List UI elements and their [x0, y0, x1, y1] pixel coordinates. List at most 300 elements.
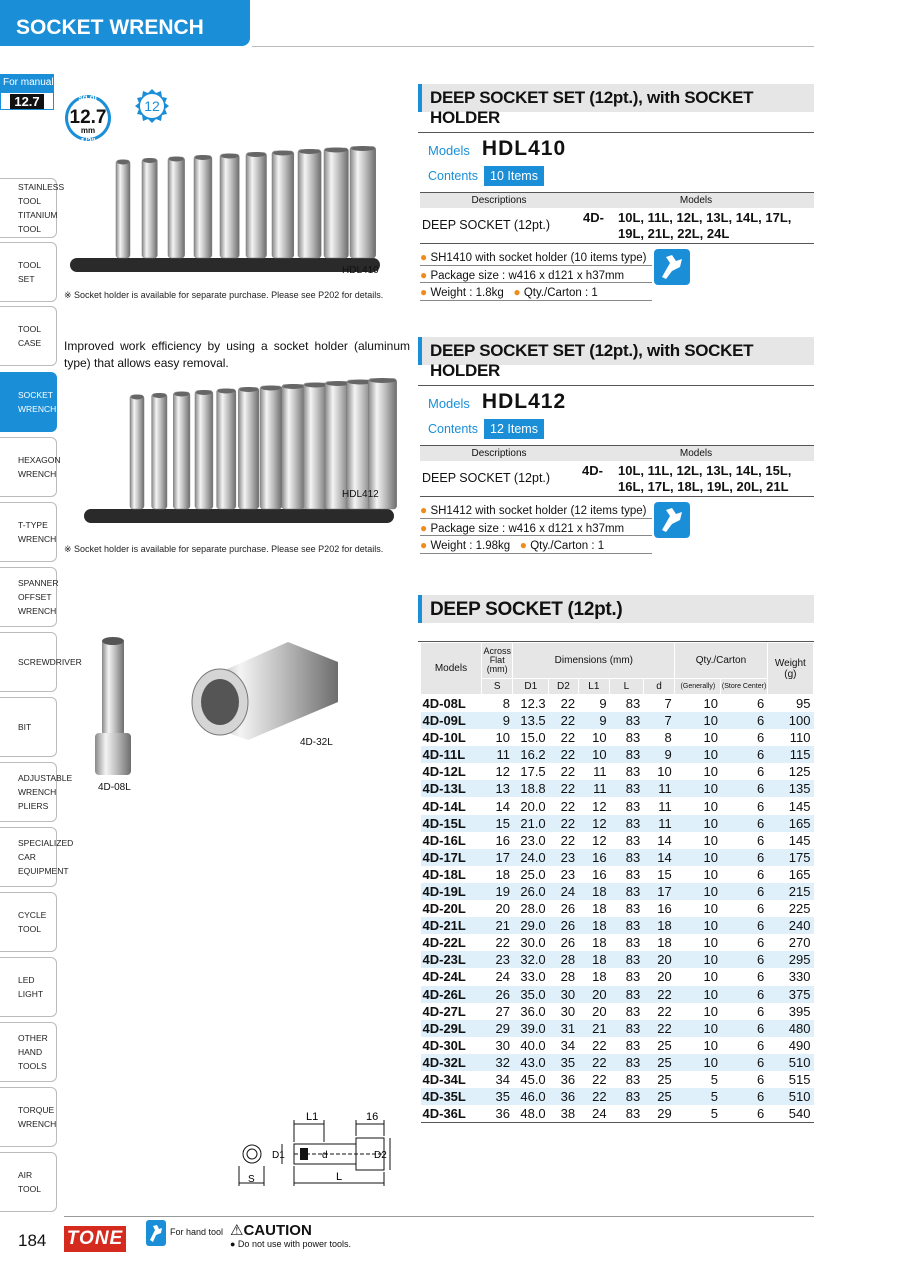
value-cell: 28 [560, 969, 576, 985]
socket-opening [283, 384, 304, 389]
sidebar-item-label: CYCLE TOOL [18, 910, 47, 934]
set1-models-row [428, 137, 566, 161]
model-cell: 4D-22L [422, 935, 466, 951]
value-cell: 43.0 [513, 1054, 549, 1071]
value-cell: 19 [481, 883, 513, 900]
value-cell: 10 [675, 883, 721, 900]
value-cell: 6 [756, 696, 765, 711]
table-row [421, 934, 814, 951]
value-cell: 83 [610, 1105, 644, 1123]
value-cell: 6 [721, 1088, 767, 1105]
socket-opening [273, 151, 293, 156]
table-row [421, 1054, 814, 1071]
value-cell: 10 [703, 832, 718, 848]
socket-opening [369, 378, 395, 383]
value-cell: 6 [721, 917, 767, 934]
value-cell: 33.0 [520, 969, 546, 985]
set2-sizes-line2: 16L, 17L, 18L, 19L, 20L, 21L [618, 479, 789, 494]
value-cell: 165 [788, 866, 811, 882]
value-cell: 10 [675, 746, 721, 763]
table-row [421, 815, 814, 832]
value-cell: 12 [592, 798, 607, 814]
socket-4d-08l-label: 4D-08L [98, 782, 131, 793]
dim-s: S [248, 1174, 255, 1185]
socket-opening [196, 390, 212, 395]
hdl410-holder-note: ※ Socket holder is available for separate purchase. Please see P202 for details. [64, 290, 384, 300]
set2-prefix: 4D- [582, 463, 603, 478]
value-cell: 38 [549, 1105, 578, 1123]
deep-socket [116, 160, 130, 258]
col-weight: Weight (g) [767, 643, 813, 695]
value-cell: 83 [625, 935, 641, 951]
value-cell: 24 [549, 883, 578, 900]
value-cell: 6 [756, 764, 765, 780]
table-row [421, 1003, 814, 1020]
value-cell: 115 [767, 746, 813, 763]
value-cell: 32 [481, 1054, 513, 1071]
value-cell: 515 [788, 1072, 811, 1088]
value-cell: 18 [578, 883, 610, 900]
value-cell: 26 [481, 986, 513, 1003]
value-cell: 40.0 [520, 1037, 546, 1053]
value-cell: 83 [625, 696, 641, 711]
value-cell: 13 [481, 780, 513, 797]
socket-holder-rail [70, 258, 380, 272]
col-d1: D1 [513, 679, 549, 695]
value-cell: 6 [721, 1020, 767, 1037]
value-cell: 25 [657, 1037, 672, 1053]
sidebar-item-socket-wrench[interactable] [0, 372, 57, 432]
value-cell: 30.0 [520, 935, 546, 951]
value-cell: 83 [610, 712, 644, 729]
set2-spec-table [420, 445, 814, 497]
value-cell: 12 [495, 764, 510, 780]
set2-col-desc: Descriptions [471, 448, 527, 459]
col-models: Models [421, 643, 482, 695]
value-cell: 9 [643, 746, 675, 763]
socket-opening [174, 392, 189, 397]
socket-4d-32l-image [188, 632, 348, 742]
value-cell: 83 [610, 1088, 644, 1105]
set2-col-models: Models [679, 448, 713, 459]
sidebar-item-screwdriver[interactable] [0, 632, 82, 692]
value-cell: 83 [610, 1020, 644, 1037]
value-cell: 375 [767, 986, 813, 1003]
socket-opening [169, 157, 184, 162]
value-cell: 20 [578, 986, 610, 1003]
value-cell: 20 [657, 969, 672, 985]
value-cell: 12 [592, 832, 607, 848]
socket-opening [325, 148, 347, 153]
value-cell: 6 [721, 815, 767, 832]
value-cell: 18.8 [513, 780, 549, 797]
socket-holder-rail [84, 509, 394, 523]
table-row [421, 986, 814, 1003]
value-cell: 11 [481, 746, 513, 763]
value-cell: 20 [592, 1003, 607, 1019]
value-cell: 9 [599, 696, 607, 711]
value-cell: 240 [767, 917, 813, 934]
table-row [421, 866, 814, 883]
value-cell: 35.0 [513, 986, 549, 1003]
value-cell: 215 [767, 883, 813, 900]
socket-4d-08l-image [90, 635, 140, 780]
set1-models-label: Models [428, 143, 470, 158]
value-cell: 17 [481, 849, 513, 866]
model-cell: 4D-10L [422, 730, 466, 746]
value-cell: 6 [756, 798, 765, 814]
value-cell: 23 [549, 849, 578, 866]
tone-logo: TONE [64, 1226, 126, 1252]
value-cell: 26 [560, 901, 576, 917]
value-cell: 22 [592, 1037, 607, 1053]
value-cell: 22 [592, 1072, 607, 1088]
table-row [421, 763, 814, 780]
sidebar-item-specialized-car-equipment[interactable] [0, 827, 74, 887]
hdl412-holder-note: ※ Socket holder is available for separate purchase. Please see P202 for details. [64, 544, 384, 554]
sidebar-item-cycle-tool[interactable] [0, 892, 57, 952]
sidebar-item-t-type-wrench[interactable] [0, 502, 57, 562]
value-cell: 22 [549, 780, 578, 797]
value-cell: 10 [675, 780, 721, 797]
value-cell: 22 [549, 712, 578, 729]
value-cell: 83 [625, 901, 641, 917]
socket-opening [261, 386, 281, 391]
model-cell: 4D-08L [422, 696, 466, 711]
value-cell: 125 [788, 764, 811, 780]
value-cell: 10 [675, 815, 721, 832]
table-row [421, 1071, 814, 1088]
twelve-point-icon [134, 88, 170, 124]
value-cell: 24 [578, 1105, 610, 1123]
sidebar-item-stainless-tool-titanium-tool[interactable] [0, 178, 65, 238]
sidebar-item-adjustable-wrench-pliers[interactable] [0, 762, 73, 822]
value-cell: 6 [721, 712, 767, 729]
socket-opening [117, 160, 129, 165]
table-row [421, 1105, 814, 1123]
value-cell: 18 [578, 951, 610, 968]
value-cell: 22 [657, 1003, 672, 1019]
model-cell: 4D-14L [422, 798, 466, 814]
model-cell: 4D-13L [421, 780, 482, 797]
value-cell: 25 [657, 1072, 672, 1088]
value-cell: 16 [592, 866, 607, 882]
value-cell: 7 [643, 712, 675, 729]
dim-d2: D2 [374, 1150, 387, 1161]
value-cell: 21.0 [513, 815, 549, 832]
set1-desc: DEEP SOCKET (12pt.) [422, 218, 551, 232]
value-cell: 21 [578, 1020, 610, 1037]
set1-contents-label: Contents [428, 169, 479, 183]
sidebar-item-label: OTHER HAND TOOLS [18, 1033, 48, 1071]
value-cell: 15 [481, 815, 513, 832]
value-cell: 30 [549, 986, 578, 1003]
socket-opening [131, 395, 143, 400]
model-cell: 4D-34L [422, 1072, 466, 1088]
sqdr-unit: mm [80, 126, 96, 135]
value-cell: 36 [560, 1072, 576, 1088]
sidebar-item-label: TOOL SET [18, 260, 41, 284]
value-cell: 35 [549, 1054, 578, 1071]
dim-l: L [336, 1171, 343, 1183]
value-cell: 83 [610, 815, 644, 832]
value-cell: 14 [495, 798, 510, 814]
col-across-flat: Across Flat (mm) [481, 643, 513, 679]
hdl412-set-image [80, 375, 410, 535]
table-row [421, 1020, 814, 1037]
value-cell: 6 [721, 1054, 767, 1071]
value-cell: 18 [495, 866, 510, 882]
value-cell: 6 [721, 849, 767, 866]
model-cell: 4D-16L [422, 832, 466, 848]
value-cell: 25.0 [520, 866, 546, 882]
value-cell: 15 [657, 866, 672, 882]
value-cell: 16 [495, 832, 510, 848]
deep-socket [195, 391, 213, 510]
deep-socket-table [420, 642, 814, 1123]
value-cell: 5 [675, 1088, 721, 1105]
set2-contents-label: Contents [428, 422, 479, 436]
value-cell: 22 [495, 935, 510, 951]
socket-opening [247, 152, 266, 157]
value-cell: 18 [592, 901, 607, 917]
set1-sizes-line2: 19L, 21L, 22L, 24L [618, 226, 730, 241]
square-drive-badge [64, 88, 112, 148]
set1-prefix: 4D- [578, 208, 618, 243]
sidebar-item-led-light[interactable] [0, 957, 57, 1017]
caution-heading: ⚠CAUTION [230, 1222, 312, 1239]
hdl410-image-label: HDL410 [342, 265, 379, 276]
for-hand-tool-label: For hand tool [170, 1227, 224, 1237]
sqdr-label: sq.dr [78, 93, 98, 102]
table-row [421, 849, 814, 866]
set2-desc: DEEP SOCKET (12pt.) [422, 471, 551, 485]
value-cell: 83 [625, 1003, 641, 1019]
model-cell: 4D-35L [421, 1088, 482, 1105]
value-cell: 330 [788, 969, 811, 985]
value-cell: 9 [481, 712, 513, 729]
set1-contents-row [428, 166, 544, 186]
socket-opening [218, 389, 235, 394]
sidebar-item-tool-case[interactable] [0, 306, 57, 366]
value-cell: 510 [767, 1088, 813, 1105]
table-row [421, 780, 814, 797]
value-cell: 10 [675, 1054, 721, 1071]
footer-divider [64, 1216, 814, 1217]
sidebar-item-bit[interactable] [0, 697, 57, 757]
value-cell: 18 [657, 935, 672, 951]
sidebar-item-label: HEXAGON WRENCH [18, 455, 61, 479]
value-cell: 46.0 [513, 1088, 549, 1105]
value-cell: 83 [625, 730, 641, 746]
value-cell: 34 [495, 1072, 510, 1088]
sidebar-item-label: SOCKET WRENCH [18, 390, 57, 414]
deep-socket [173, 392, 190, 509]
value-cell: 15.0 [520, 730, 546, 746]
sidebar-item-label: SPECIALIZED CAR EQUIPMENT [18, 838, 74, 876]
value-cell: 10 [675, 951, 721, 968]
table-row [421, 695, 814, 713]
value-cell: 10 [703, 901, 718, 917]
sidebar-item-label: LED LIGHT [18, 975, 44, 999]
sidebar-item-label: BIT [18, 722, 32, 732]
set1-divider [418, 132, 814, 133]
set2-bullet1: SH1412 with socket holder (12 items type) [430, 505, 647, 517]
value-cell: 39.0 [513, 1020, 549, 1037]
value-cell: 20 [495, 901, 510, 917]
value-cell: 18 [578, 917, 610, 934]
value-cell: 22 [560, 764, 576, 780]
table-row [421, 797, 814, 814]
sidebar-item-spanner-offset-wrench[interactable] [0, 567, 57, 627]
set2-models-label: Models [428, 396, 470, 411]
value-cell: 540 [767, 1105, 813, 1123]
sidebar-item-torque-wrench[interactable] [0, 1087, 57, 1147]
sidebar-item-air-tool[interactable] [0, 1152, 57, 1212]
col-l: L [610, 679, 644, 695]
deep-socket [272, 151, 294, 258]
model-cell: 4D-15L [421, 815, 482, 832]
value-cell: 480 [767, 1020, 813, 1037]
value-cell: 18 [592, 935, 607, 951]
sidebar-item-label: STAINLESS TOOL TITANIUM TOOL [18, 182, 65, 234]
value-cell: 7 [664, 696, 672, 711]
value-cell: 14 [643, 849, 675, 866]
table-row [421, 729, 814, 746]
value-cell: 45.0 [520, 1072, 546, 1088]
value-cell: 10 [675, 917, 721, 934]
table-row [421, 900, 814, 917]
value-cell: 10 [675, 1020, 721, 1037]
value-cell: 6 [721, 986, 767, 1003]
value-cell: 145 [788, 832, 811, 848]
value-cell: 10 [675, 712, 721, 729]
value-cell: 6 [721, 746, 767, 763]
manual-label: For manual [0, 74, 54, 92]
value-cell: 135 [767, 780, 813, 797]
value-cell: 27 [495, 1003, 510, 1019]
table-row [421, 968, 814, 985]
sidebar-item-hexagon-wrench[interactable] [0, 437, 61, 497]
value-cell: 10 [495, 730, 510, 746]
deep-socket [152, 394, 167, 510]
value-cell: 510 [767, 1054, 813, 1071]
deep-socket [142, 159, 157, 259]
deep-socket [298, 150, 321, 259]
value-cell: 22 [560, 832, 576, 848]
value-cell: 17.5 [520, 764, 546, 780]
deep-socket [246, 153, 267, 259]
value-cell: 83 [625, 1072, 641, 1088]
col-small-d: d [643, 679, 675, 695]
value-cell: 11 [593, 764, 607, 780]
value-cell: 10 [675, 986, 721, 1003]
hdl410-set-image [66, 140, 396, 280]
value-cell: 83 [610, 917, 644, 934]
deep-socket [260, 386, 282, 509]
deep-socket [168, 157, 185, 258]
value-cell: 395 [788, 1003, 811, 1019]
value-cell: 6 [756, 866, 765, 882]
model-cell: 4D-30L [422, 1037, 466, 1053]
socket-4d-32l-label: 4D-32L [300, 737, 333, 748]
value-cell: 225 [788, 901, 811, 917]
col-l1: L1 [578, 679, 610, 695]
value-cell: 83 [610, 1054, 644, 1071]
set1-sizes-line1: 10L, 11L, 12L, 13L, 14L, 17L, [618, 210, 792, 225]
manual-value [0, 92, 54, 110]
set2-divider [418, 385, 814, 386]
value-cell: 29.0 [513, 917, 549, 934]
value-cell: 10 [703, 1037, 718, 1053]
value-cell: 16 [578, 849, 610, 866]
socket-dimension-diagram [234, 1108, 394, 1190]
value-cell: 5 [710, 1072, 718, 1088]
socket-opening [299, 149, 320, 154]
model-cell: 4D-32L [421, 1054, 482, 1071]
set1-col-models: Models [679, 195, 713, 206]
value-cell: 11 [578, 780, 610, 797]
socket-opening [221, 154, 238, 159]
value-cell: 24 [495, 969, 510, 985]
value-cell: 22 [549, 746, 578, 763]
value-cell: 6 [756, 1072, 765, 1088]
value-cell: 26.0 [513, 883, 549, 900]
value-cell: 490 [788, 1037, 811, 1053]
value-cell: 83 [610, 849, 644, 866]
value-cell: 10 [703, 764, 718, 780]
value-cell: 22 [549, 815, 578, 832]
value-cell: 29 [643, 1105, 675, 1123]
value-cell: 26 [560, 935, 576, 951]
deep-socket [282, 385, 305, 510]
value-cell: 10 [592, 730, 607, 746]
value-cell: 83 [625, 798, 641, 814]
page-section-title: SOCKET WRENCH [0, 0, 250, 46]
value-cell: 16.2 [513, 746, 549, 763]
value-cell: 18 [592, 969, 607, 985]
sidebar-item-label: AIR TOOL [18, 1170, 41, 1194]
sidebar-item-other-hand-tools[interactable] [0, 1022, 57, 1082]
model-cell: 4D-36L [421, 1105, 482, 1123]
sidebar-item-tool-set[interactable] [0, 242, 57, 302]
header-divider [252, 46, 814, 47]
dim-d: d [322, 1150, 328, 1161]
table-row [421, 951, 814, 968]
value-cell: 34 [560, 1037, 576, 1053]
set2-bullet3b: Qty./Carton : 1 [530, 540, 605, 552]
value-cell: 6 [756, 1003, 765, 1019]
value-cell: 13.5 [513, 712, 549, 729]
value-cell: 10 [703, 696, 718, 711]
value-cell: 23.0 [520, 832, 546, 848]
set2-model-code: HDL412 [481, 390, 567, 413]
socket-opening [239, 387, 257, 392]
value-cell: 32.0 [513, 951, 549, 968]
model-cell: 4D-18L [422, 866, 466, 882]
socket-opening [351, 146, 375, 151]
set1-bullet2: Package size : w416 x d121 x h37mm [430, 269, 625, 282]
deep-socket [130, 395, 144, 509]
model-cell: 4D-21L [421, 917, 482, 934]
value-cell: 22 [643, 1020, 675, 1037]
model-cell: 4D-23L [421, 951, 482, 968]
set2-contents-value: 12 Items [484, 419, 544, 439]
set2-sizes-line1: 10L, 11L, 12L, 13L, 14L, 15L, [618, 463, 792, 478]
col-qty: Qty./Carton [675, 643, 767, 679]
manual-value-text: 12.7 [10, 94, 43, 109]
value-cell: 83 [610, 883, 644, 900]
